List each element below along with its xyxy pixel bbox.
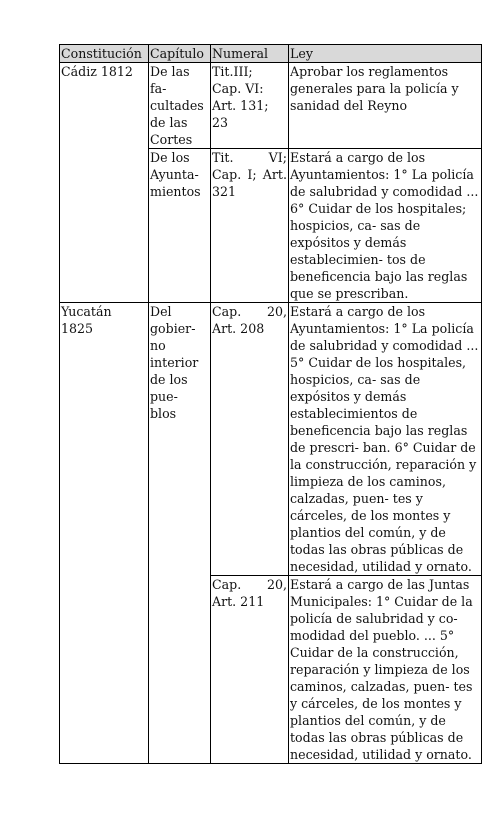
constitutions-table	[59, 44, 482, 764]
cell-capitulo: Del gobier- no interior de los pue- blos	[149, 303, 211, 764]
cell-ley: Aprobar los reglamentos generales para la policía y sanidad del Reyno	[289, 63, 482, 149]
table-row	[60, 63, 482, 149]
table-header-row	[60, 45, 482, 63]
cell-numeral: Tit.III; Cap. VI: Art. 131; 23	[211, 63, 289, 149]
header-constitucion: Constitución	[60, 45, 149, 63]
cell-ley: Estará a cargo de los Ayuntamientos: 1° La policía de salubridad y comodidad ... 6° Cuidar de los hospitales; hospicios, ca- sas de expósitos y demás establecimien- tos de beneficencia bajo las reglas que se prescriban.	[289, 149, 482, 303]
cell-numeral: Cap. 20, Art. 211	[211, 576, 289, 764]
table-row	[60, 303, 482, 576]
cell-ley: Estará a cargo de los Ayuntamientos: 1° La policía de salubridad y comodidad ... 5° Cuidar de los hospitales, hospicios, ca- sas de expósitos y demás establecimientos de beneficencia bajo las reglas de prescri- ban. 6° Cuidar de la construcción, reparación y limpieza de los caminos, calzadas, puen- tes y cárceles, de los montes y plantios del común, y de todas las obras públicas de necesidad, utilidad y ornato.	[289, 303, 482, 576]
cell-capitulo: De las fa- cultades de las Cortes	[149, 63, 211, 149]
cell-constitucion: Cádiz 1812	[60, 63, 149, 303]
cell-constitucion: Yucatán 1825	[60, 303, 149, 764]
header-capitulo: Capítulo	[149, 45, 211, 63]
cell-ley: Estará a cargo de las Juntas Municipales: 1° Cuidar de la policía de salubridad y co- modidad del pueblo. ... 5° Cuidar de la construcción, reparación y limpieza de los caminos, calzadas, puen- tes y cárceles, de los montes y plantios del común, y de todas las obras públicas de necesidad, utilidad y ornato.	[289, 576, 482, 764]
cell-numeral: Cap. 20, Art. 208	[211, 303, 289, 576]
header-numeral: Numeral	[211, 45, 289, 63]
cell-numeral: Tit. VI; Cap. I; Art. 321	[211, 149, 289, 303]
cell-capitulo: De los Ayunta- mientos	[149, 149, 211, 303]
header-ley: Ley	[289, 45, 482, 63]
